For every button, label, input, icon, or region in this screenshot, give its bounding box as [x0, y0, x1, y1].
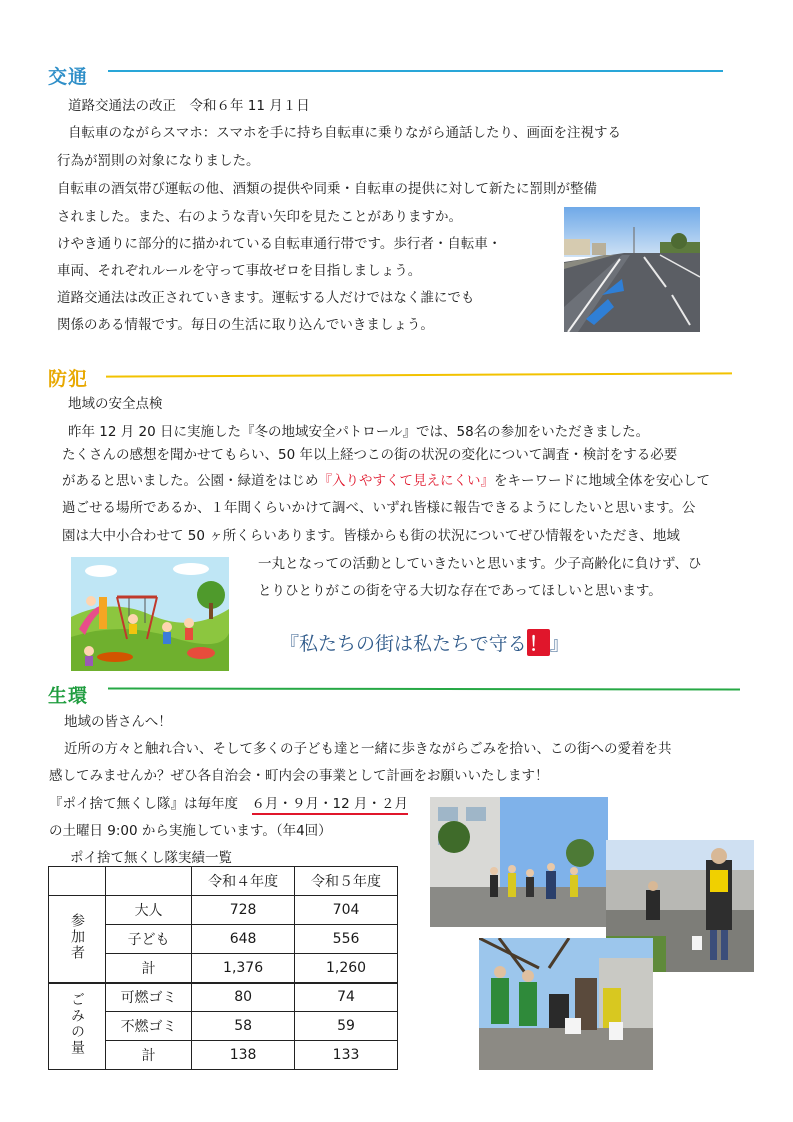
traffic-line-5: されました。また、右のような青い矢印を見たことがありますか。 — [57, 209, 462, 225]
crime-rule — [106, 372, 732, 377]
traffic-line-4: 自転車の酒気帯び運転の他、酒類の提供や同乗・自転車の提供に対して新たに罰則が整備 — [57, 181, 597, 197]
cell-r4: 58 — [192, 1012, 295, 1041]
row-label: 計 — [106, 954, 192, 983]
traffic-line-6: けやき通りに部分的に描かれている自転車通行帯です。歩行者・自転車・ — [57, 236, 502, 252]
traffic-title: 交通 — [48, 66, 89, 88]
crime-heading: 地域の安全点検 — [68, 396, 163, 412]
slogan-close: 』 — [549, 633, 569, 655]
slogan-text: 『私たちの街は私たちで守る — [280, 633, 527, 655]
crime-line-3-pre: があると思いました。公園・緑道をはじめ — [62, 473, 319, 489]
group-garbage — [49, 983, 106, 1070]
crime-line-5: 園は大中小合わせて 50 ヶ所くらいあります。皆様からも街の状況についてぜひ情報をいただき、地域 — [62, 528, 680, 544]
env-line-4-pre: 『ポイ捨て無くし隊』は毎年度 — [49, 796, 252, 812]
env-line-5: の土曜日 9:00 から実施しています。（年4回） — [49, 823, 332, 839]
table-corner-2 — [106, 867, 192, 896]
row-label: 可燃ゴミ — [106, 983, 192, 1012]
row-label: 不燃ゴミ — [106, 1012, 192, 1041]
table-row — [49, 896, 398, 925]
row-label: 子ども — [106, 925, 192, 954]
env-line-4 — [49, 795, 408, 813]
env-line-1: 地域の皆さんへ！ — [64, 714, 172, 730]
cell-r4: 648 — [192, 925, 295, 954]
cell-r5: 1,260 — [295, 954, 398, 983]
environment-rule — [108, 687, 740, 690]
cell-r4: 1,376 — [192, 954, 295, 983]
cell-r5: 704 — [295, 896, 398, 925]
crime-line-4: 過ごせる場所であるか、１年間くらいかけて調べ、いずれ皆様に報告できるようにしたいと思います。公 — [62, 500, 696, 516]
table-title: ポイ捨て無くし隊実績一覧 — [70, 850, 232, 866]
slogan-exclamation: ！ — [527, 629, 550, 656]
cell-r5: 74 — [295, 983, 398, 1012]
cell-r5: 59 — [295, 1012, 398, 1041]
group-participants — [49, 896, 106, 983]
traffic-line-8: 道路交通法は改正されていきます。運転する人だけではなく誰にでも — [57, 290, 475, 306]
traffic-line-9: 関係のある情報です。毎日の生活に取り込んでいきましょう。 — [57, 317, 434, 333]
crime-line-3-post: をキーワードに地域全体を安心して — [494, 473, 710, 489]
crime-line-3 — [62, 472, 710, 490]
table-header-row — [49, 867, 398, 896]
group-participants-label: 参加者 — [69, 912, 85, 961]
header-r4: 令和４年度 — [192, 867, 295, 896]
crime-line-2: たくさんの感想を聞かせてもらい、50 年以上経つこの街の状況の変化について調査・検討をする必要 — [62, 447, 678, 463]
litter-stats-table — [48, 866, 398, 1070]
crime-line-6: 一丸となっての活動としていきたいと思います。少子高齢化に負けず、ひ — [258, 556, 702, 572]
env-line-3: 感してみませんか？ぜひ各自治会・町内会の事業として計画をお願いいたします！ — [49, 768, 549, 784]
crime-keyword: 『入りやすくて見えにくい』 — [318, 473, 494, 489]
env-line-2: 近所の方々と触れ合い、そして多くの子ども達と一緒に歩きながらごみを拾い、この街への愛着を共 — [64, 741, 672, 757]
crime-line-1: 昨年 12 月 20 日に実施した『冬の地域安全パトロール』では、58名の参加をいただきました。 — [68, 424, 650, 440]
cleanup-photo-1 — [430, 797, 608, 927]
group-garbage-label: ごみの量 — [69, 992, 85, 1057]
traffic-line-2: 自転車のながらスマホ：スマホを手に持ち自転車に乗りながら通話したり、画面を注視する — [68, 125, 621, 141]
row-label: 大人 — [106, 896, 192, 925]
env-months: ６月・９月・12 月・２月 — [252, 796, 408, 815]
crime-slogan — [280, 629, 569, 656]
traffic-line-3: 行為が罰則の対象になりました。 — [57, 153, 260, 169]
traffic-line-7: 車両、それぞれルールを守って事故ゼロを目指しましょう。 — [57, 263, 422, 279]
row-label: 計 — [106, 1041, 192, 1070]
table-row — [49, 983, 398, 1012]
cleanup-photo-3 — [479, 938, 653, 1070]
bike-lane-photo — [564, 207, 700, 332]
traffic-line-1: 道路交通法の改正 令和６年 11 月１日 — [68, 98, 310, 114]
cell-r5: 556 — [295, 925, 398, 954]
cell-r4: 80 — [192, 983, 295, 1012]
crime-line-7: とりひとりがこの街を守る大切な存在であってほしいと思います。 — [258, 583, 662, 599]
table-corner — [49, 867, 106, 896]
crime-title: 防犯 — [48, 368, 89, 390]
park-illustration — [71, 557, 229, 671]
cell-r4: 728 — [192, 896, 295, 925]
environment-title: 生環 — [48, 685, 89, 707]
traffic-rule — [108, 70, 723, 72]
header-r5: 令和５年度 — [295, 867, 398, 896]
cell-r4: 138 — [192, 1041, 295, 1070]
cell-r5: 133 — [295, 1041, 398, 1070]
